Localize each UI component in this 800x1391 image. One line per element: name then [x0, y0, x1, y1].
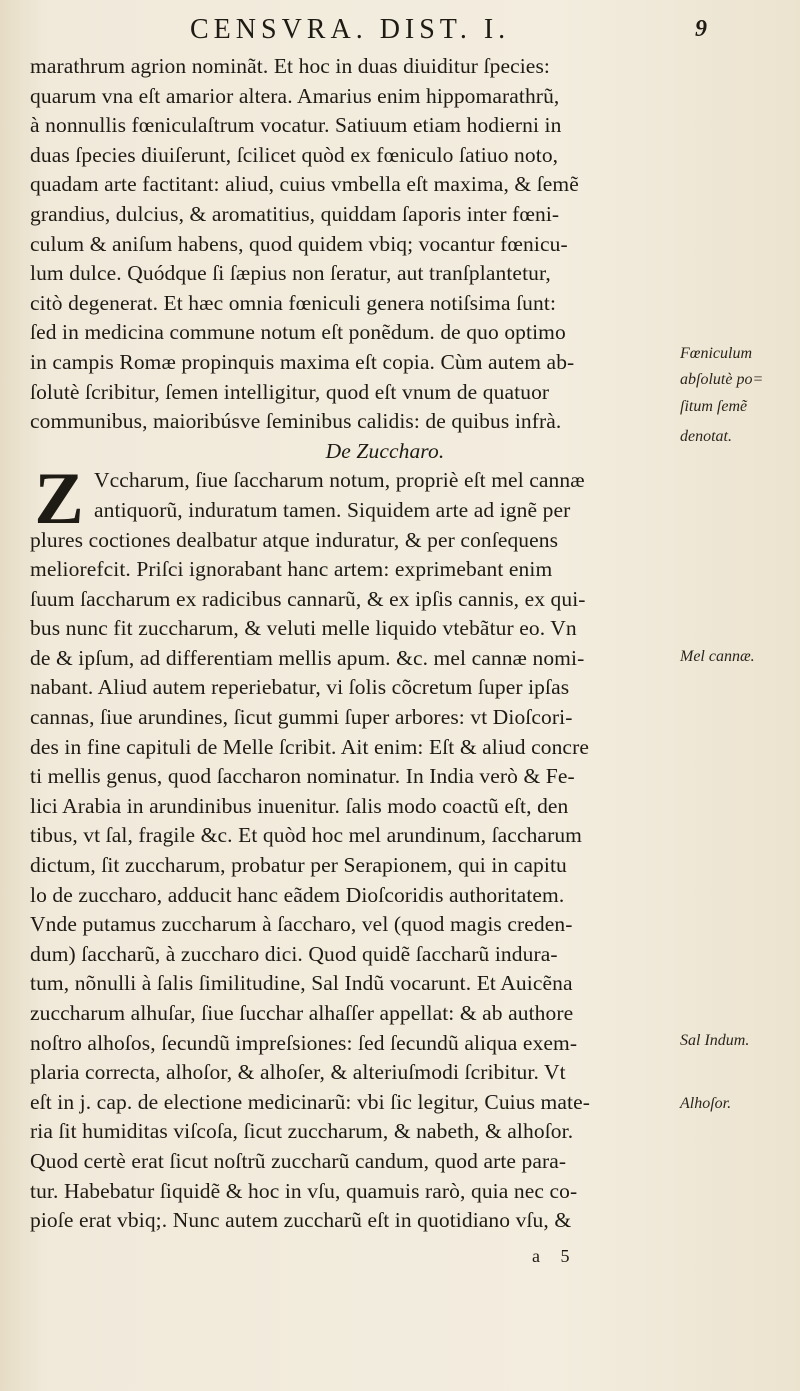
text-line: à nonnullis fœniculaſtrum vocatur. Satiuum etiam hodierni in [30, 113, 562, 138]
signature-catchword: a 5 [532, 1246, 570, 1266]
margin-note: ſitum ſemẽ [680, 398, 748, 415]
text-line: communibus, maioribúsve ſeminibus calidis: de quibus infrà. [30, 409, 562, 434]
running-head: CENSVRA. DIST. I. [190, 14, 511, 45]
text-line: ti mellis genus, quod ſaccharon nominatur. In India verò & Fe- [30, 764, 575, 789]
margin-note: Alhoſor. [680, 1095, 732, 1112]
section-heading: De Zuccharo. [325, 438, 445, 463]
text-line: antiquorũ, induratum tamen. Siquidem arte ad ignẽ per [94, 497, 571, 522]
main-text-block [30, 52, 680, 1236]
text-line: cannas, ſiue arundines, ſicut gummi ſuper arbores: vt Dioſcori- [30, 705, 573, 730]
margin-note: Fœniculum [680, 345, 752, 362]
text-line: ſed in medicina commune notum eſt ponẽdum. de quo optimo [30, 320, 566, 345]
text-line: duas ſpecies diuiſerunt, ſcilicet quòd ex fœniculo ſatiuo noto, [30, 142, 559, 167]
text-line: quarum vna eſt amarior altera. Amarius enim hippomarathrũ, [30, 83, 560, 108]
text-line: lo de zuccharo, adducit hanc eãdem Dioſcoridis authoritatem. [30, 882, 565, 907]
text-line: Quod certè erat ſicut noſtrũ zuccharũ candum, quod arte para- [30, 1148, 567, 1173]
text-line: bus nunc fit zuccharum, & veluti melle liquido vtebãtur eo. Vn [30, 616, 577, 641]
text-line: meliorefcit. Priſci ignorabant hanc artem: exprimebant enim [30, 557, 553, 582]
text-line: marathrum agrion nominãt. Et hoc in duas diuiditur ſpecies: [30, 54, 550, 78]
text-line: tur. Habebatur ſiquidẽ & hoc in vſu, quamuis rarò, quia nec co- [30, 1178, 578, 1203]
text-line: Vnde putamus zuccharum à ſaccharo, vel (quod magis creden- [30, 912, 573, 937]
text-line: tum, nõnulli à ſalis ſimilitudine, Sal Indũ vocarunt. Et Auicẽna [30, 971, 573, 996]
text-line: noſtro alhoſos, ſecundũ impreſsiones: ſed ſecundũ aliqua exem- [30, 1030, 578, 1055]
text-line: dum) ſaccharũ, à zuccharo dici. Quod quidẽ ſaccharũ indura- [30, 941, 558, 966]
text-line: plures coctiones dealbatur atque induratur, & per conſequens [30, 527, 559, 552]
text-line: grandius, dulcius, & aromatitius, quiddam ſaporis inter fœni- [30, 201, 560, 226]
text-line: culum & aniſum habens, quod quidem vbiq; vocantur fœnicu- [30, 231, 568, 256]
text-line: ſolutè ſcribitur, ſemen intelligitur, quod eſt vnum de quatuor [30, 379, 550, 404]
page-header [190, 14, 750, 54]
text-line: dictum, ſit zuccharum, probatur per Serapionem, qui in capitu [30, 853, 567, 878]
text-line: lici Arabia in arundinibus inuenitur. ſalis modo coactũ eſt, den [30, 793, 569, 818]
text-line: des in fine capituli de Melle ſcribit. Ait enim: Eſt & aliud concre [30, 734, 589, 759]
text-line: zuccharum alhuſar, ſiue ſucchar alhaſſer appellat: & ab authore [30, 1001, 574, 1025]
text-line: quadam arte factitant: aliud, cuius vmbella eſt maxima, & ſemẽ [30, 172, 579, 197]
text-line: citò degenerat. Et hæc omnia fœniculi genera notiſsima ſunt: [30, 290, 557, 315]
text-line: plaria correcta, alhoſor, & alhoſer, & alteriuſmodi ſcribitur. Vt [30, 1060, 566, 1085]
text-line: lum dulce. Quódque ſi ſæpius non ſeratur, aut tranſplantetur, [30, 261, 551, 286]
margin-note: denotat. [680, 428, 732, 445]
text-line: in campis Romæ propinquis maxima eſt copia. Cùm autem ab- [30, 349, 575, 374]
text-line: Vccharum, ſiue ſaccharum notum, propriè eſt mel cannæ [94, 468, 585, 493]
drop-cap-initial: Z [34, 458, 84, 540]
margin-note: Mel cannæ. [680, 648, 755, 665]
text-line: eſt in j. cap. de electione medicinarũ: vbi ſic legitur, Cuius mate- [30, 1089, 590, 1114]
text-line: tibus, vt ſal, fragile &c. Et quòd hoc mel arundinum, ſaccharum [30, 823, 583, 848]
text-line: nabant. Aliud autem reperiebatur, vi ſolis cõcretum ſuper ipſas [30, 675, 570, 700]
text-line: ria ſit humiditas viſcoſa, ſicut zuccharum, & nabeth, & alhoſor. [30, 1119, 574, 1144]
folio-number: 9 [695, 16, 707, 42]
text-line: de & ipſum, ad differentiam mellis apum. &c. mel cannæ nomi- [30, 645, 585, 670]
text-line: pioſe erat vbiq;. Nunc autem zuccharũ eſt in quotidiano vſu, & [30, 1208, 572, 1233]
margin-note: Sal Indum. [680, 1032, 750, 1049]
text-line: ſuum ſaccharum ex radicibus cannarũ, & ex ipſis cannis, ex qui- [30, 586, 586, 611]
margin-note: abſolutè po= [680, 371, 764, 388]
